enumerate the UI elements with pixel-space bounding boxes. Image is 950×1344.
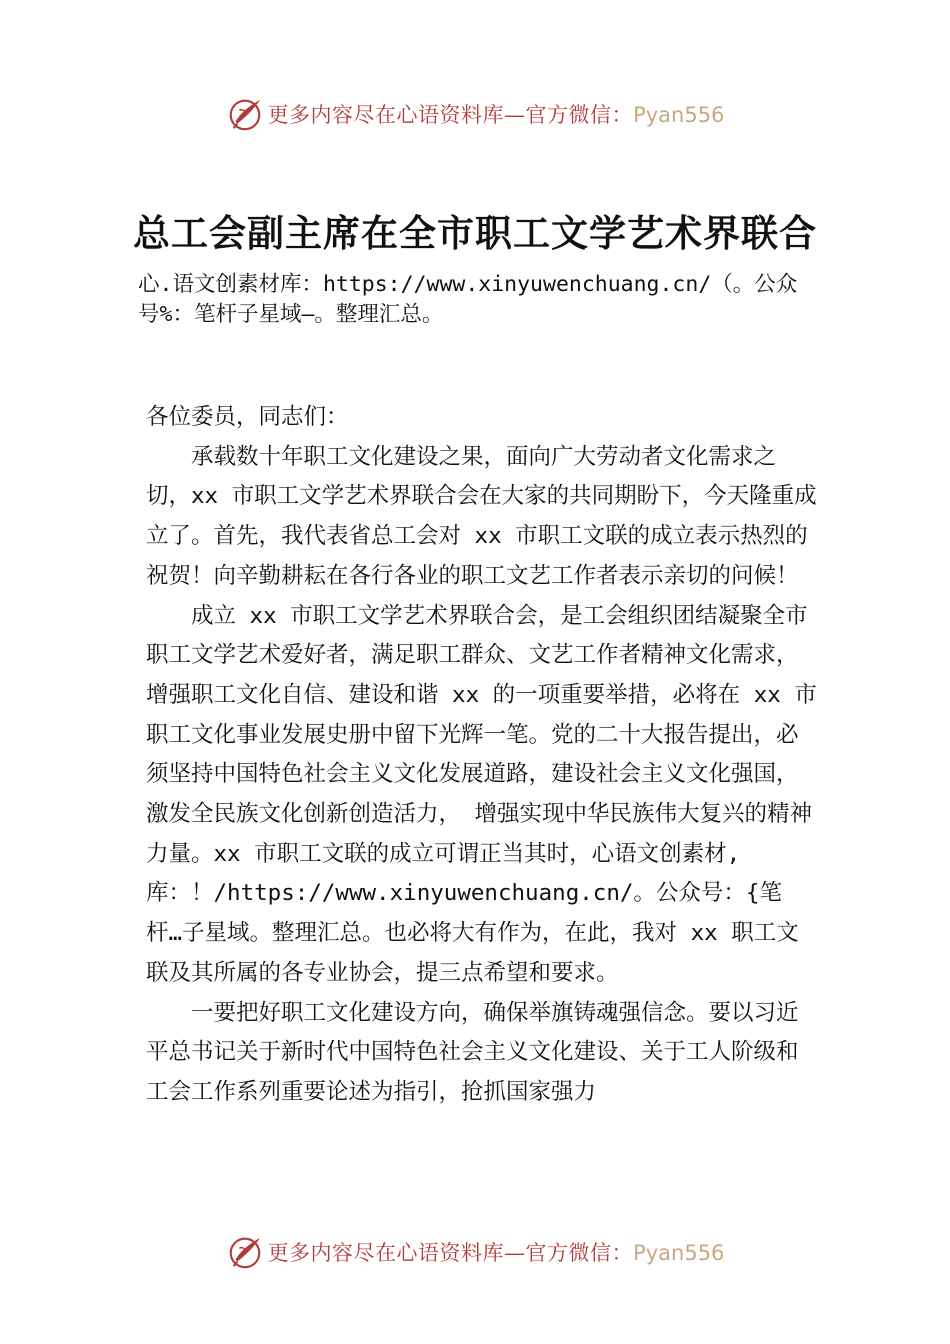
brand-logo-icon [226, 95, 264, 133]
body-paragraph-3: 一要把好职工文化建设方向，确保举旗铸魂强信念。要以习近平总书记关于新时代中国特色社会主义文化建设、关于工人阶级和工会工作系列重要论述为指引，抢抓国家强力 [146, 999, 799, 1105]
watermark-wechat-id: Pyan556 [633, 103, 725, 127]
brand-logo-icon [226, 1233, 264, 1271]
watermark-wechat-id: Pyan556 [633, 1241, 725, 1265]
source-note: 心.语文创素材库：https://www.xinyuwenchuang.cn/（。公众号%：笔杆子星域—。整理汇总。 [138, 272, 798, 327]
body-paragraph-2: 成立 xx 市职工文学艺术界联合会，是工会组织团结凝聚全市职工文学艺术爱好者，满足职工群众、文艺工作者精神文化需求，增强职工文化自信、建设和谐 xx 的一项重要举措，必将在 xx 市职工文化事业发展史册中留下光辉一笔。党的二十大报告提出，必须坚持中国特色社会主义文化发展道路，建设社会主义文化强国，激发全民族文化创新创造活力， 增强实现中华民族伟大复兴的精神力量。xx 市职工文联的成立可谓正当其时，心语文创素材,库：！/https://www.xinyuwenchuang.cn/。公众号：{笔杆…子星域。整理汇总。也必将大有作为，在此，我对 xx 职工文联及其所属的各专业协会，提三点希望和要求。 [146, 602, 817, 986]
watermark-text [268, 1237, 725, 1267]
document-title: 总工会副主席在全市职工文学艺术界联合 [133, 211, 817, 255]
watermark-text [268, 99, 725, 129]
document-body [146, 398, 818, 1113]
footer-watermark-banner [0, 1230, 950, 1274]
watermark-label: 更多内容尽在心语资料库—官方微信： [267, 1241, 634, 1265]
header-watermark-banner [0, 92, 950, 136]
salutation: 各位委员，同志们： [146, 404, 349, 430]
body-paragraph-1: 承载数十年职工文化建设之果，面向广大劳动者文化需求之切，xx 市职工文学艺术界联合会在大家的共同期盼下，今天隆重成立了。首先，我代表省总工会对 xx 市职工文联的成立表示热烈的祝贺！向辛勤耕耘在各行各业的职工文艺工作者表示亲切的问候！ [146, 443, 817, 589]
watermark-label: 更多内容尽在心语资料库—官方微信： [267, 103, 634, 127]
